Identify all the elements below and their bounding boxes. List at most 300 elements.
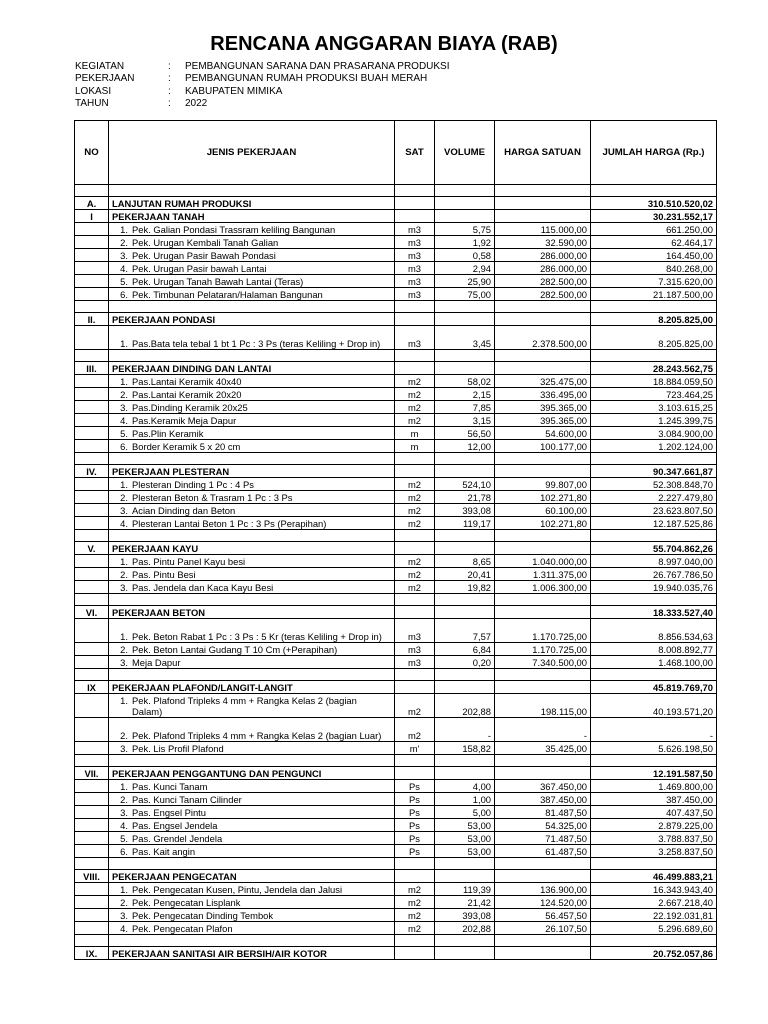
item-volume: 6,84 bbox=[435, 643, 495, 656]
item-volume: 119,39 bbox=[435, 883, 495, 896]
spacer-cell bbox=[75, 935, 109, 947]
item-description-cell bbox=[109, 718, 395, 742]
section-sat bbox=[395, 947, 435, 960]
section-name: PEKERJAAN SANITASI AIR BERSIH/AIR KOTOR bbox=[109, 947, 395, 960]
item-description bbox=[112, 415, 236, 426]
item-unit-price: 102.271,80 bbox=[495, 517, 591, 530]
item-volume: 202,88 bbox=[435, 694, 495, 718]
section-harga bbox=[495, 767, 591, 780]
item-description-cell bbox=[109, 414, 395, 427]
item-unit: Ps bbox=[395, 819, 435, 832]
item-volume: 2,94 bbox=[435, 262, 495, 275]
item-description bbox=[112, 263, 266, 274]
spacer-cell bbox=[435, 530, 495, 542]
item-unit: m3 bbox=[395, 236, 435, 249]
item-total-price: 8.997.040,00 bbox=[591, 555, 717, 568]
section-name: PEKERJAAN PENGECATAN bbox=[109, 870, 395, 883]
item-volume: 1,00 bbox=[435, 793, 495, 806]
item-unit: m bbox=[395, 427, 435, 440]
item-description bbox=[112, 923, 233, 934]
item-name: Pas. Kunci Tanam bbox=[132, 781, 208, 792]
item-unit: m3 bbox=[395, 249, 435, 262]
spacer-cell bbox=[435, 755, 495, 767]
spacer-cell bbox=[435, 594, 495, 606]
section-row bbox=[75, 197, 717, 210]
item-index: 1. bbox=[120, 631, 128, 642]
item-unit-price: 61.487,50 bbox=[495, 845, 591, 858]
item-unit-price: 395.365,00 bbox=[495, 414, 591, 427]
item-unit-price: 1.170.725,00 bbox=[495, 619, 591, 643]
spacer-row bbox=[75, 935, 717, 947]
item-index: 3. bbox=[120, 657, 128, 668]
item-unit-price: 2.378.500,00 bbox=[495, 326, 591, 350]
spacer-cell bbox=[495, 301, 591, 313]
item-total-price: 5.626.198,50 bbox=[591, 742, 717, 755]
item-name: Border Keramik 5 x 20 cm bbox=[132, 441, 241, 452]
item-name: Pek. Urugan Tanah Bawah Lantai (Teras) bbox=[132, 276, 304, 287]
item-volume: 56,50 bbox=[435, 427, 495, 440]
spacer-cell bbox=[395, 350, 435, 362]
item-unit: m2 bbox=[395, 401, 435, 414]
item-description-cell bbox=[109, 619, 395, 643]
item-no-cell bbox=[75, 517, 109, 530]
item-volume: 393,08 bbox=[435, 504, 495, 517]
item-index: 3. bbox=[120, 807, 128, 818]
item-no-cell bbox=[75, 656, 109, 669]
spacer-cell bbox=[591, 453, 717, 465]
section-volume bbox=[435, 947, 495, 960]
item-name: Pas. Kait angin bbox=[132, 846, 196, 857]
item-unit-price: 1.040.000,00 bbox=[495, 555, 591, 568]
section-row bbox=[75, 870, 717, 883]
item-total-price: 2.879.225,00 bbox=[591, 819, 717, 832]
item-no-cell bbox=[75, 643, 109, 656]
item-description bbox=[112, 794, 242, 805]
item-no-cell bbox=[75, 896, 109, 909]
spacer-cell bbox=[495, 755, 591, 767]
item-total-price: 52.308.848,70 bbox=[591, 478, 717, 491]
spacer-cell bbox=[395, 594, 435, 606]
section-harga bbox=[495, 606, 591, 619]
item-index: 1. bbox=[120, 338, 128, 349]
spacer-cell bbox=[395, 858, 435, 870]
item-name: Plesteran Dinding 1 Pc : 4 Ps bbox=[132, 479, 254, 490]
item-description bbox=[112, 237, 278, 248]
item-name: Pas. Jendela dan Kaca Kayu Besi bbox=[132, 582, 274, 593]
item-name: Pek. Timbunan Pelataran/Halaman Bangunan bbox=[132, 289, 323, 300]
item-no-cell bbox=[75, 619, 109, 643]
item-index: 6. bbox=[120, 289, 128, 300]
item-total-price: 2.667.218,40 bbox=[591, 896, 717, 909]
section-sat bbox=[395, 362, 435, 375]
item-no-cell bbox=[75, 375, 109, 388]
spacer-cell bbox=[495, 453, 591, 465]
item-row bbox=[75, 896, 717, 909]
item-name: Pas.Bata tela tebal 1 bt 1 Pc : 3 Ps (teras Keliling + Drop in) bbox=[132, 338, 381, 349]
section-row bbox=[75, 947, 717, 960]
item-unit: m2 bbox=[395, 568, 435, 581]
item-description bbox=[112, 695, 391, 717]
item-volume: 2,15 bbox=[435, 388, 495, 401]
item-no-cell bbox=[75, 806, 109, 819]
item-unit: m2 bbox=[395, 414, 435, 427]
spacer-row bbox=[75, 594, 717, 606]
item-index: 3. bbox=[120, 505, 128, 516]
spacer-cell bbox=[591, 301, 717, 313]
section-name: PEKERJAAN PENGGANTUNG DAN PENGUNCI bbox=[109, 767, 395, 780]
spacer-cell bbox=[75, 530, 109, 542]
section-name: PEKERJAAN KAYU bbox=[109, 542, 395, 555]
item-unit-price: 325.475,00 bbox=[495, 375, 591, 388]
item-description bbox=[112, 569, 196, 580]
spacer-cell bbox=[75, 755, 109, 767]
spacer-cell bbox=[591, 594, 717, 606]
section-total: 90.347.661,87 bbox=[591, 465, 717, 478]
meta-label: KEGIATAN bbox=[75, 61, 125, 72]
item-name: Pas.Dinding Keramik 20x25 bbox=[132, 402, 248, 413]
item-volume: 8,65 bbox=[435, 555, 495, 568]
item-row bbox=[75, 478, 717, 491]
item-unit-price: 35.425,00 bbox=[495, 742, 591, 755]
item-row bbox=[75, 806, 717, 819]
item-description-cell bbox=[109, 223, 395, 236]
meta-separator: : bbox=[168, 98, 171, 109]
spacer-cell bbox=[75, 858, 109, 870]
item-unit-price: 286.000,00 bbox=[495, 262, 591, 275]
item-description-cell bbox=[109, 440, 395, 453]
item-no-cell bbox=[75, 236, 109, 249]
section-volume bbox=[435, 197, 495, 210]
spacer-cell bbox=[75, 594, 109, 606]
item-unit-price: 1.006.300,00 bbox=[495, 581, 591, 594]
item-description-cell bbox=[109, 388, 395, 401]
item-row bbox=[75, 718, 717, 742]
spacer-cell bbox=[75, 350, 109, 362]
item-total-price: 16.343.943,40 bbox=[591, 883, 717, 896]
item-unit: m' bbox=[395, 742, 435, 755]
section-total: 55.704.862,26 bbox=[591, 542, 717, 555]
item-description bbox=[112, 657, 180, 668]
page-title: RENCANA ANGGARAN BIAYA (RAB) bbox=[210, 33, 558, 55]
spacer-cell bbox=[109, 858, 395, 870]
section-volume bbox=[435, 767, 495, 780]
item-row bbox=[75, 581, 717, 594]
item-no-cell bbox=[75, 249, 109, 262]
item-description-cell bbox=[109, 643, 395, 656]
item-unit: m2 bbox=[395, 388, 435, 401]
spacer-cell bbox=[75, 453, 109, 465]
item-total-price: 40.193.571,20 bbox=[591, 694, 717, 718]
section-total: 20.752.057,86 bbox=[591, 947, 717, 960]
header-volume: VOLUME bbox=[435, 121, 495, 185]
item-description bbox=[112, 846, 195, 857]
meta-label: LOKASI bbox=[75, 86, 112, 97]
item-description bbox=[112, 376, 241, 387]
item-volume: 53,00 bbox=[435, 845, 495, 858]
item-unit: m3 bbox=[395, 223, 435, 236]
item-row bbox=[75, 288, 717, 301]
meta-value: PEMBANGUNAN SARANA DAN PRASARANA PRODUKSI bbox=[185, 61, 450, 72]
item-volume: 75,00 bbox=[435, 288, 495, 301]
item-description bbox=[112, 492, 293, 503]
item-description-cell bbox=[109, 555, 395, 568]
item-name: Pas. Pintu Besi bbox=[132, 569, 196, 580]
item-row bbox=[75, 223, 717, 236]
item-volume: 7,85 bbox=[435, 401, 495, 414]
item-unit-price: 60.100,00 bbox=[495, 504, 591, 517]
section-sat bbox=[395, 767, 435, 780]
header-harga-satuan: HARGA SATUAN bbox=[495, 121, 591, 185]
item-description bbox=[112, 743, 224, 754]
item-description bbox=[112, 820, 217, 831]
item-index: 1. bbox=[120, 556, 128, 567]
item-index: 5. bbox=[120, 428, 128, 439]
spacer-cell bbox=[495, 669, 591, 681]
section-total: 12.191.587,50 bbox=[591, 767, 717, 780]
item-description-cell bbox=[109, 922, 395, 935]
item-volume: 0,20 bbox=[435, 656, 495, 669]
item-description-cell bbox=[109, 581, 395, 594]
item-unit: m2 bbox=[395, 896, 435, 909]
item-row bbox=[75, 388, 717, 401]
item-unit-price: 198.115,00 bbox=[495, 694, 591, 718]
item-description bbox=[112, 518, 326, 529]
item-unit-price: 7.340.500,00 bbox=[495, 656, 591, 669]
item-row bbox=[75, 401, 717, 414]
item-index: 3. bbox=[120, 582, 128, 593]
item-description-cell bbox=[109, 326, 395, 350]
spacer-cell bbox=[109, 935, 395, 947]
item-no-cell bbox=[75, 718, 109, 742]
item-volume: 0,58 bbox=[435, 249, 495, 262]
item-volume: 21,78 bbox=[435, 491, 495, 504]
spacer-cell bbox=[495, 185, 591, 197]
item-name: Pas. Kunci Tanam Cilinder bbox=[132, 794, 242, 805]
spacer-cell bbox=[591, 858, 717, 870]
item-total-price: 3.103.615,25 bbox=[591, 401, 717, 414]
spacer-cell bbox=[591, 935, 717, 947]
spacer-cell bbox=[109, 594, 395, 606]
spacer-row bbox=[75, 301, 717, 313]
item-unit-price: 102.271,80 bbox=[495, 491, 591, 504]
header-jumlah-harga: JUMLAH HARGA (Rp.) bbox=[591, 121, 717, 185]
item-total-price: 1.202.124,00 bbox=[591, 440, 717, 453]
item-unit-price: 56.457,50 bbox=[495, 909, 591, 922]
section-volume bbox=[435, 542, 495, 555]
item-volume: 21,42 bbox=[435, 896, 495, 909]
item-unit-price: 124.520,00 bbox=[495, 896, 591, 909]
item-no-cell bbox=[75, 909, 109, 922]
item-description-cell bbox=[109, 742, 395, 755]
section-harga bbox=[495, 947, 591, 960]
item-description bbox=[112, 338, 391, 349]
item-total-price: 3.788.837,50 bbox=[591, 832, 717, 845]
item-no-cell bbox=[75, 819, 109, 832]
item-name: Acian Dinding dan Beton bbox=[132, 505, 236, 516]
item-name: Plesteran Beton & Trasram 1 Pc : 3 Ps bbox=[132, 492, 293, 503]
item-index: 2. bbox=[120, 569, 128, 580]
section-row bbox=[75, 465, 717, 478]
item-volume: 5,00 bbox=[435, 806, 495, 819]
spacer-cell bbox=[75, 185, 109, 197]
item-unit: m3 bbox=[395, 288, 435, 301]
item-volume: 4,00 bbox=[435, 780, 495, 793]
item-unit-price: 71.487,50 bbox=[495, 832, 591, 845]
item-unit-price: 282.500,00 bbox=[495, 275, 591, 288]
spacer-cell bbox=[109, 755, 395, 767]
spacer-cell bbox=[435, 453, 495, 465]
item-no-cell bbox=[75, 427, 109, 440]
item-description-cell bbox=[109, 780, 395, 793]
section-number: VII. bbox=[75, 767, 109, 780]
item-no-cell bbox=[75, 922, 109, 935]
section-name: PEKERJAAN TANAH bbox=[109, 210, 395, 223]
section-sat bbox=[395, 313, 435, 326]
item-no-cell bbox=[75, 742, 109, 755]
item-description-cell bbox=[109, 504, 395, 517]
item-no-cell bbox=[75, 555, 109, 568]
item-no-cell bbox=[75, 832, 109, 845]
item-index: 4. bbox=[120, 518, 128, 529]
item-index: 1. bbox=[120, 376, 128, 387]
item-no-cell bbox=[75, 491, 109, 504]
item-no-cell bbox=[75, 262, 109, 275]
item-unit: m2 bbox=[395, 581, 435, 594]
item-no-cell bbox=[75, 326, 109, 350]
item-name: Pas.Lantai Keramik 20x20 bbox=[132, 389, 242, 400]
item-row bbox=[75, 819, 717, 832]
item-index: 4. bbox=[120, 923, 128, 934]
spacer-cell bbox=[435, 935, 495, 947]
item-description-cell bbox=[109, 694, 395, 718]
table-header-row bbox=[75, 121, 717, 185]
item-name: Pas.Lantai Keramik 40x40 bbox=[132, 376, 242, 387]
item-unit-price: 26.107,50 bbox=[495, 922, 591, 935]
section-total: 8.205.825,00 bbox=[591, 313, 717, 326]
header-no: NO bbox=[75, 121, 109, 185]
item-unit: Ps bbox=[395, 806, 435, 819]
item-volume: 7,57 bbox=[435, 619, 495, 643]
item-description-cell bbox=[109, 832, 395, 845]
item-description bbox=[112, 910, 273, 921]
item-row bbox=[75, 236, 717, 249]
item-unit-price: 136.900,00 bbox=[495, 883, 591, 896]
item-name: Pek. Pengecatan Dinding Tembok bbox=[132, 910, 274, 921]
section-harga bbox=[495, 542, 591, 555]
item-description-cell bbox=[109, 236, 395, 249]
item-row bbox=[75, 491, 717, 504]
item-name: Pek. Urugan Pasir Bawah Pondasi bbox=[132, 250, 276, 261]
item-row bbox=[75, 517, 717, 530]
item-description bbox=[112, 582, 273, 593]
item-index: 4. bbox=[120, 415, 128, 426]
item-no-cell bbox=[75, 504, 109, 517]
section-name: LANJUTAN RUMAH PRODUKSI bbox=[109, 197, 395, 210]
item-name: Pek. Lis Profil Plafond bbox=[132, 743, 224, 754]
item-unit-price: 336.495,00 bbox=[495, 388, 591, 401]
spacer-cell bbox=[109, 301, 395, 313]
item-total-price: 3.258.837,50 bbox=[591, 845, 717, 858]
item-row bbox=[75, 922, 717, 935]
item-description-cell bbox=[109, 262, 395, 275]
item-volume: 393,08 bbox=[435, 909, 495, 922]
section-row bbox=[75, 210, 717, 223]
item-total-price: 1.245.399,75 bbox=[591, 414, 717, 427]
item-unit-price: 54.325,00 bbox=[495, 819, 591, 832]
item-no-cell bbox=[75, 388, 109, 401]
item-description bbox=[112, 807, 206, 818]
item-volume: 1,92 bbox=[435, 236, 495, 249]
section-row bbox=[75, 362, 717, 375]
spacer-cell bbox=[395, 935, 435, 947]
item-row bbox=[75, 249, 717, 262]
item-row bbox=[75, 832, 717, 845]
item-index: 2. bbox=[120, 644, 128, 655]
item-index: 2. bbox=[120, 730, 128, 741]
rab-table bbox=[74, 120, 717, 960]
item-description-cell bbox=[109, 656, 395, 669]
item-description-cell bbox=[109, 288, 395, 301]
item-index: 4. bbox=[120, 820, 128, 831]
item-no-cell bbox=[75, 478, 109, 491]
item-unit: m3 bbox=[395, 656, 435, 669]
item-unit: m2 bbox=[395, 478, 435, 491]
item-unit-price: 32.590,00 bbox=[495, 236, 591, 249]
section-volume bbox=[435, 606, 495, 619]
item-no-cell bbox=[75, 401, 109, 414]
section-harga bbox=[495, 210, 591, 223]
item-unit-price: 81.487,50 bbox=[495, 806, 591, 819]
item-description bbox=[112, 224, 335, 235]
item-index: 3. bbox=[120, 910, 128, 921]
item-index: 1. bbox=[120, 884, 128, 895]
item-volume: 58,02 bbox=[435, 375, 495, 388]
section-sat bbox=[395, 870, 435, 883]
spacer-cell bbox=[435, 185, 495, 197]
spacer-cell bbox=[109, 453, 395, 465]
meta-label: TAHUN bbox=[75, 98, 109, 109]
item-unit: m3 bbox=[395, 326, 435, 350]
section-number: II. bbox=[75, 313, 109, 326]
item-description-cell bbox=[109, 819, 395, 832]
item-total-price: 21.187.500,00 bbox=[591, 288, 717, 301]
item-description-cell bbox=[109, 845, 395, 858]
item-name: Plesteran Lantai Beton 1 Pc : 3 Ps (Perapihan) bbox=[132, 518, 327, 529]
item-name: Pek. Beton Lantai Gudang T 10 Cm (+Perapihan) bbox=[132, 644, 338, 655]
item-no-cell bbox=[75, 440, 109, 453]
item-total-price: 407.437,50 bbox=[591, 806, 717, 819]
section-volume bbox=[435, 465, 495, 478]
item-volume: 53,00 bbox=[435, 819, 495, 832]
item-unit: m2 bbox=[395, 555, 435, 568]
item-unit: m2 bbox=[395, 718, 435, 742]
meta-value: 2022 bbox=[185, 98, 208, 109]
section-sat bbox=[395, 681, 435, 694]
item-volume: 53,00 bbox=[435, 832, 495, 845]
item-volume: 25,90 bbox=[435, 275, 495, 288]
spacer-row bbox=[75, 185, 717, 197]
item-row bbox=[75, 742, 717, 755]
item-unit: m2 bbox=[395, 922, 435, 935]
item-name: Pas. Grendel Jendela bbox=[132, 833, 223, 844]
item-description-cell bbox=[109, 401, 395, 414]
section-number: VIII. bbox=[75, 870, 109, 883]
item-index: 2. bbox=[120, 492, 128, 503]
item-unit: Ps bbox=[395, 793, 435, 806]
item-description-cell bbox=[109, 568, 395, 581]
item-index: 2. bbox=[120, 237, 128, 248]
item-description-cell bbox=[109, 909, 395, 922]
